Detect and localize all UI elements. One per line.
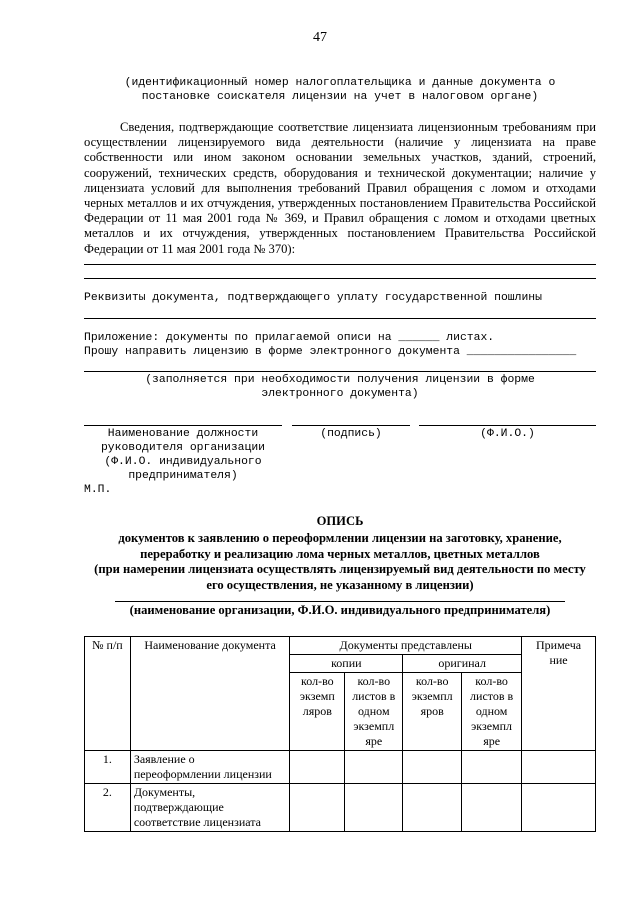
row-name-line: соответствие лицензиата xyxy=(133,815,261,829)
header-line: ляров xyxy=(302,704,332,718)
row-name-line: Документы, xyxy=(133,785,196,799)
header-line: одном xyxy=(475,704,508,718)
electronic-note-line: электронного документа) xyxy=(261,388,419,400)
inventory-table xyxy=(84,636,596,832)
header-note-line: Примеча xyxy=(536,638,582,652)
header-documents-submitted: Документы представлены xyxy=(290,637,522,655)
electronic-request-underline[interactable] xyxy=(84,371,596,372)
header-line: яров xyxy=(420,704,444,718)
header-original: оригинал xyxy=(403,655,522,673)
compliance-info-paragraph: Сведения, подтверждающие соответствие лицензиата лицензионным требованиям при осуществлении лицензируемого вида деятельности (наличие у лицензиата на праве собственности или ином законом основании земельных участков, зданий, строений, сооружений, технических средств, оборудования и технической документации; наличие у лицензиата условий для выполнения требований Правил обращения с ломом и отходами черных металлов и их отчуждения, утвержденных постановлением Правительства Российской Федерации от 11 мая 2001 года № 369, и Правил обращения с ломом и отходами цветных металлов и их отчуждения, утвержденных постановлением Правительства Российской Федерации от 11 мая 2001 года № 370): xyxy=(84,120,596,256)
row-number: 2. xyxy=(85,784,131,832)
inventory-subtitle-line: его осуществления, не указанному в лицензии) xyxy=(206,577,474,592)
taxpayer-id-note xyxy=(84,76,596,104)
state-fee-label: Реквизиты документа, подтверждающего уплату государственной пошлины xyxy=(84,292,542,304)
row-document-name xyxy=(130,751,290,784)
header-note xyxy=(522,637,596,751)
header-document-name: Наименование документа xyxy=(130,637,290,751)
table-cell[interactable] xyxy=(462,751,522,784)
state-fee-line[interactable] xyxy=(84,318,596,319)
header-line: яре xyxy=(483,734,501,748)
table-cell[interactable] xyxy=(403,751,462,784)
inventory-subtitle-line: переработку и реализацию лома черных металлов, цветных металлов xyxy=(140,546,540,561)
header-copies-count xyxy=(290,673,345,751)
table-row xyxy=(85,784,596,832)
signature-line[interactable] xyxy=(292,425,410,426)
header-line: кол-во xyxy=(415,674,449,688)
inventory-heading: ОПИСЬ xyxy=(316,514,364,528)
table-cell[interactable] xyxy=(290,784,345,832)
taxpayer-id-note-line: (идентификационный номер налогоплательщика и данные документа о xyxy=(124,77,556,89)
header-original-sheets xyxy=(462,673,522,751)
header-line: одном xyxy=(358,704,390,718)
table-row xyxy=(85,751,596,784)
position-label xyxy=(84,427,282,483)
organization-caption: (наименование организации, Ф.И.О. индивидуального предпринимателя) xyxy=(129,603,551,617)
fill-in-line[interactable] xyxy=(84,278,596,279)
table-cell[interactable] xyxy=(403,784,462,832)
inventory-subtitle-line: (при намерении лицензиата осуществлять лицензируемый вид деятельности по месту xyxy=(94,562,586,576)
table-cell[interactable] xyxy=(290,751,345,784)
header-line: кол-во xyxy=(475,674,508,688)
row-document-name xyxy=(130,784,290,832)
electronic-request-line: Прошу направить лицензию в форме электронного документа ________________ xyxy=(84,346,577,358)
electronic-note xyxy=(84,373,596,401)
position-label-line: (Ф.И.О. индивидуального xyxy=(104,456,262,468)
header-note-line: ние xyxy=(549,653,568,667)
header-line: кол-во xyxy=(357,674,391,688)
position-label-line: Наименование должности xyxy=(107,428,259,440)
fill-in-line[interactable] xyxy=(84,264,596,265)
position-signature-line[interactable] xyxy=(84,425,282,426)
table-cell[interactable] xyxy=(522,784,596,832)
header-line: экземпл xyxy=(353,719,395,733)
page-number: 47 xyxy=(313,30,327,45)
table-cell[interactable] xyxy=(462,784,522,832)
taxpayer-id-note-line: постановке соискателя лицензии на учет в налоговом органе) xyxy=(141,91,539,103)
attachment-line: Приложение: документы по прилагаемой описи на ______ листах. xyxy=(84,332,495,344)
fio-label: (Ф.И.О.) xyxy=(480,428,535,440)
header-line: листов в xyxy=(352,689,396,703)
stamp-label: М.П. xyxy=(84,484,112,496)
position-label-line: руководителя организации xyxy=(100,442,266,454)
table-header-row xyxy=(85,637,596,655)
row-name-line: Заявление о xyxy=(133,752,195,766)
header-original-count xyxy=(403,673,462,751)
header-line: листов в xyxy=(470,689,514,703)
row-name-line: переоформлении лицензии xyxy=(133,767,272,781)
table-cell[interactable] xyxy=(345,751,403,784)
header-line: яре xyxy=(365,734,383,748)
organization-name-line[interactable] xyxy=(115,601,565,602)
row-name-line: подтверждающие xyxy=(133,800,224,814)
table-cell[interactable] xyxy=(522,751,596,784)
header-number: № п/п xyxy=(85,637,131,751)
position-label-line: предпринимателя) xyxy=(128,470,238,482)
signature-label: (подпись) xyxy=(320,428,382,440)
header-line: экземп xyxy=(299,689,335,703)
fio-signature-line[interactable] xyxy=(419,425,596,426)
header-copies: копии xyxy=(290,655,403,673)
header-line: экземпл xyxy=(411,689,453,703)
row-number: 1. xyxy=(85,751,131,784)
inventory-subtitle-line: документов к заявлению о переоформлении лицензии на заготовку, хранение, xyxy=(118,531,562,545)
header-line: кол-во xyxy=(301,674,334,688)
inventory-subtitle xyxy=(84,531,596,593)
electronic-note-line: (заполняется при необходимости получения лицензии в форме xyxy=(145,374,535,386)
header-line: экземпл xyxy=(471,719,513,733)
table-cell[interactable] xyxy=(345,784,403,832)
header-copies-sheets xyxy=(345,673,403,751)
